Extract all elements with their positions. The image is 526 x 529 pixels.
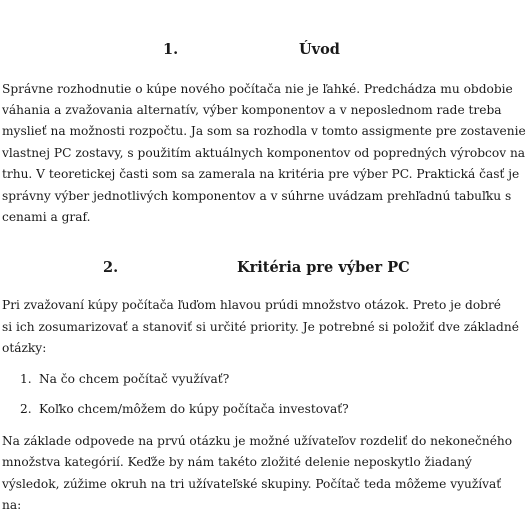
paragraph-line: cenami a graf. (2, 210, 91, 224)
paragraph-line: Na základe odpovede na prvú otázku je možné užívateľov rozdeliť do nekonečného (2, 434, 513, 448)
paragraph-line: váhania a zvažovania alternatív, výber komponentov a v neposlednom rade treba (2, 103, 502, 117)
paragraph-line: Správne rozhodnutie o kúpe nového počítača nie je ľahké. Predchádza mu obdobie (2, 82, 513, 96)
list-item-text: Koľko chcem/môžem do kúpy počítača investovať? (39, 402, 349, 416)
paragraph-line: otázky: (2, 341, 47, 355)
section-heading-criteria (0, 256, 410, 280)
list-item-number: 1. (20, 372, 32, 386)
section-heading-intro (0, 38, 406, 62)
paragraph-line: si ich zosumarizovať a stanoviť si určité priority. Je potrebné si položiť dve základné (2, 320, 519, 334)
list-item (20, 400, 406, 418)
section-title: Kritéria pre výber PC (237, 259, 410, 276)
paragraph-line: trhu. V teoretickej časti som sa zamerala na kritéria pre výber PC. Praktická časť je (2, 167, 520, 181)
list-item-number: 2. (20, 402, 32, 416)
section-number: 1. (163, 41, 179, 58)
paragraph-line: množstva kategórií. Keďže by nám takéto zložité delenie neposkytlo žiadaný (2, 455, 472, 469)
section-number: 2. (103, 259, 119, 276)
paragraph-line: myslieť na možnosti rozpočtu. Ja som sa rozhodla v tomto assigmente pre zostavenie (2, 124, 526, 138)
paragraph-line: správny výber jednotlivých komponentov a v súhrne uvádzam prehľadnú tabuľku s (2, 189, 512, 203)
paragraph-line: na: (2, 498, 22, 512)
paragraph-line: vlastnej PC zostavy, s použitím aktuálnych komponentov od popredných výrobcov na (2, 146, 526, 160)
paragraph-line: Pri zvažovaní kúpy počítača ľuďom hlavou prúdi množstvo otázok. Preto je dobré (2, 298, 502, 312)
list-item (20, 370, 406, 388)
paragraph-line: výsledok, zúžime okruh na tri užívateľské skupiny. Počítač teda môžeme využívať (2, 477, 502, 491)
section-title: Úvod (299, 41, 340, 58)
list-item-text: Na čo chcem počítač využívať? (39, 372, 230, 386)
